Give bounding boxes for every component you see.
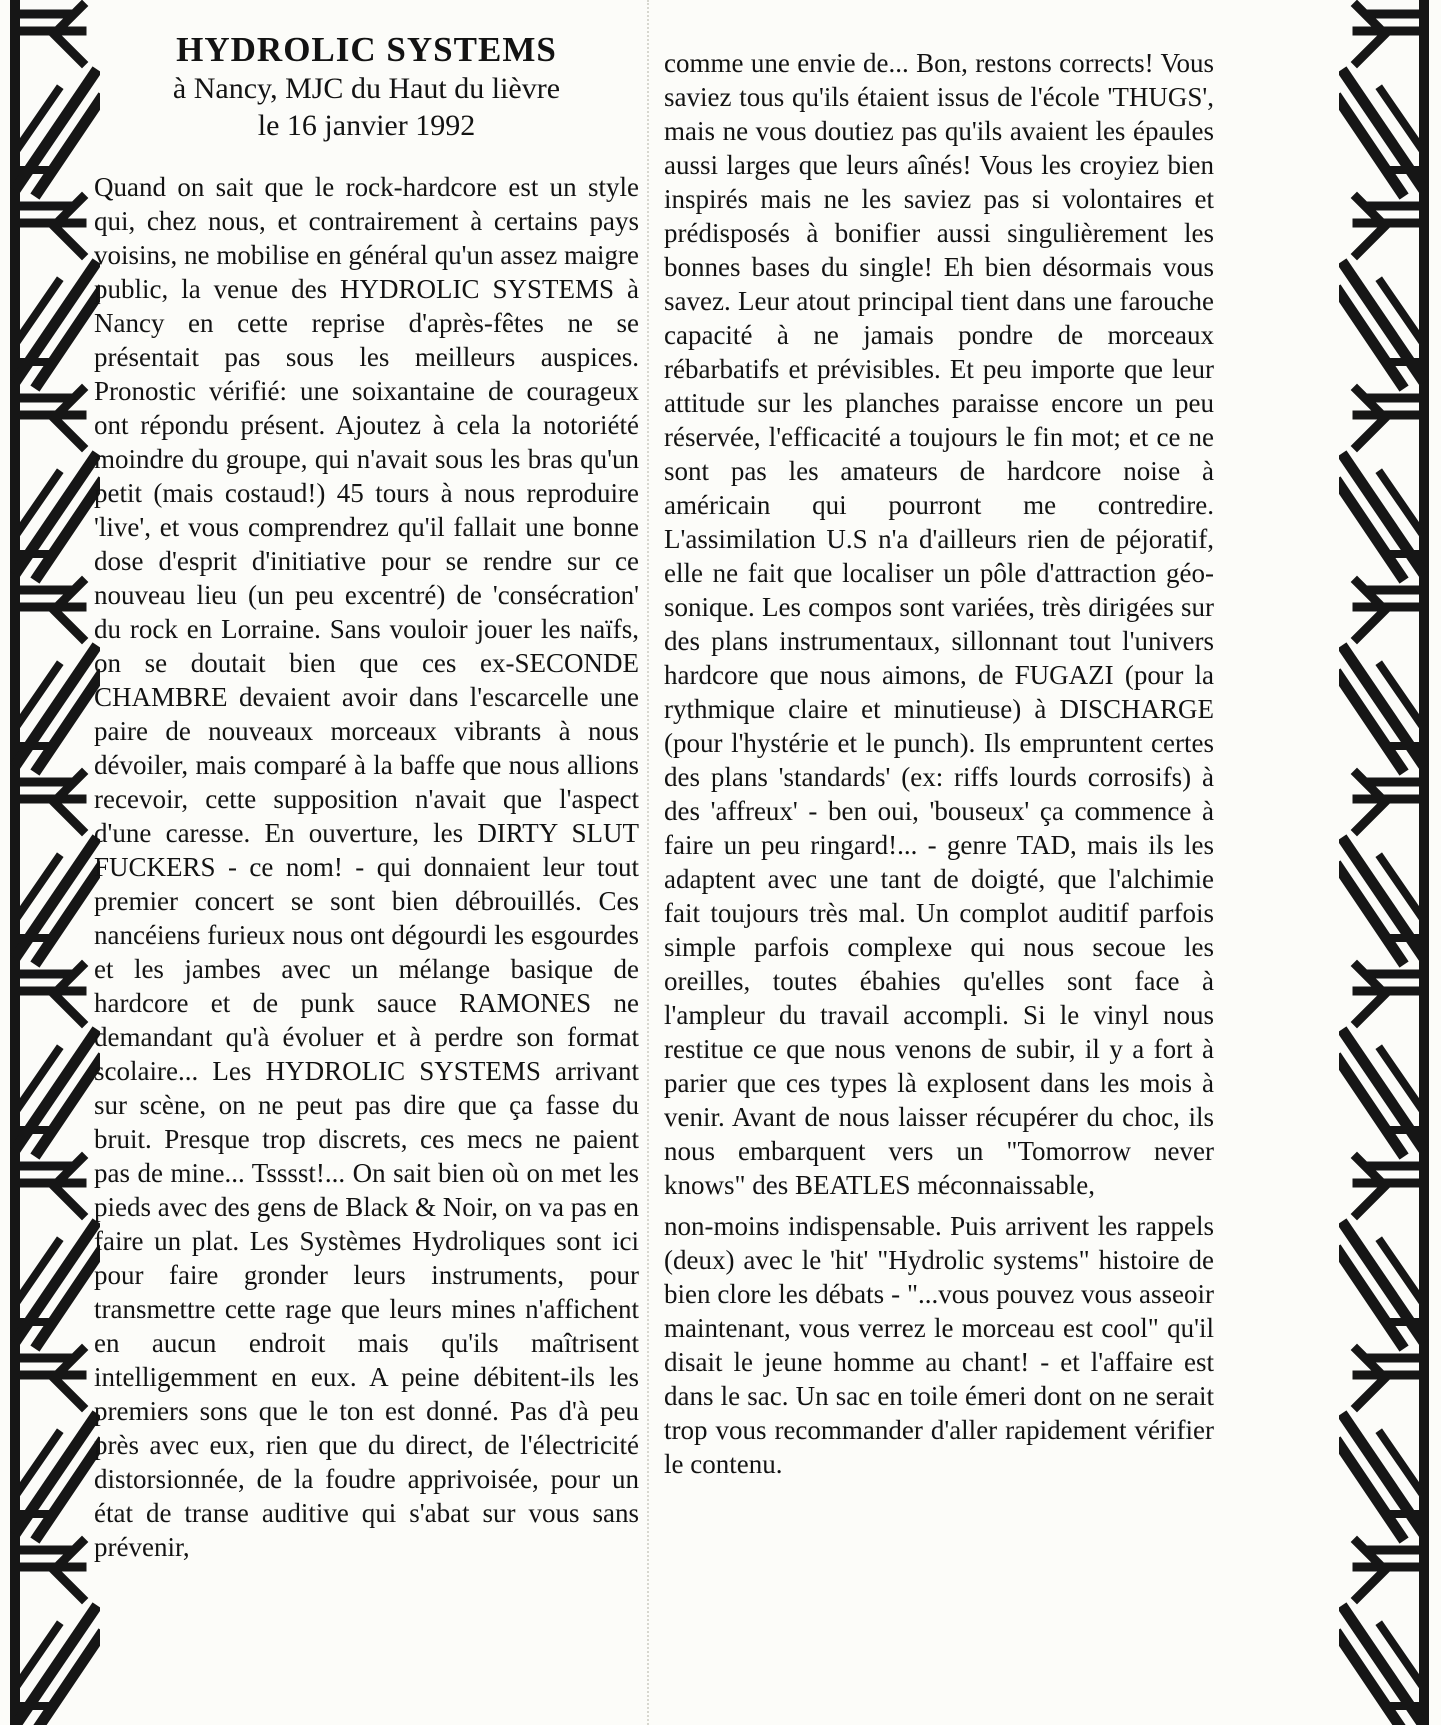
article-subtitle-venue: à Nancy, MJC du Haut du lièvre (172, 72, 561, 105)
article-column-left (94, 0, 639, 1564)
article-headline (94, 30, 639, 144)
column-gutter-divider (647, 0, 649, 1725)
article-paragraph-left: Quand on sait que le rock-hardcore est un style qui, chez nous, et contrairement à certains pays voisins, ne mobilise en général qu'un assez maigre public, la venue des HYDROLIC SYSTEMS à Nancy en cette reprise d'après-fêtes ne se présentait pas sous les meilleurs auspices. Pronostic vérifié: une soixantaine de courageux ont répondu présent. Ajoutez à cela la notoriété moindre du groupe, qui n'avait sous les bras qu'un petit (mais costaud!) 45 tours à nous reproduire 'live', et vous comprendrez qu'il fallait une bonne dose d'esprit d'initiative pour se rendre sur ce nouveau lieu (un peu excentré) de 'consécration' du rock en Lorraine. Sans vouloir jouer les naïfs, on se doutait bien que ces ex-SECONDE CHAMBRE devaient avoir dans l'escarcelle une paire de nouveaux morceaux vibrants à nous dévoiler, mais comparé à la baffe que nous allions recevoir, cette supposition n'avait que l'aspect d'une caresse. En ouverture, les DIRTY SLUT FUCKERS - ce nom! - qui donnaient leur tout premier concert se sont bien débrouillés. Ces nancéiens furieux nous ont dégourdi les esgourdes et les jambes avec un mélange basique de hardcore et de punk sauce RAMONES ne demandant qu'à évoluer et à perdre son format scolaire... Les HYDROLIC SYSTEMS arrivant sur scène, on ne peut pas dire que ça fasse du bruit. Presque trop discrets, ces mecs ne paient pas de mine... Tsssst!... On sait bien où on met les pieds avec des gens de Black & Noir, on va pas en faire un plat. Les Systèmes Hydroliques sont ici pour faire gronder leurs instruments, pour transmettre cette rage que leurs mines n'affichent en aucun endroit mais qu'ils maîtrisent intelligemment en eux. A peine débitent-ils les premiers sons que le ton est donné. Pas d'à peu près avec eux, rien que du direct, de l'électricité distorsionnée, de la foudre apprivoisée, pour un état de transe auditive qui s'abat sur vous sans prévenir, (94, 172, 639, 1562)
woodcut-border-left-icon (10, 0, 100, 1725)
article-paragraph-right-2: non-moins indispensable. Puis arrivent les rappels (deux) avec le 'hit' "Hydrolic systems" histoire de bien clore les débats - "...vous pouvez vous asseoir maintenant, vous verrez le morceau est cool" qu'il disait le jeune homme au chant! - et l'affaire est dans le sac. Un sac en toile émeri dont on ne serait trop vous recommander d'aller rapidement vérifier le contenu. (664, 1211, 1214, 1479)
article-subtitle-date: le 16 janvier 1992 (257, 109, 476, 142)
article-column-right (664, 0, 1214, 1481)
article-title: HYDROLIC SYSTEMS (176, 30, 557, 69)
woodcut-border-right-icon (1339, 0, 1429, 1725)
article-paragraph-right-1: comme une envie de... Bon, restons corrects! Vous saviez tous qu'ils étaient issus de l'école 'THUGS', mais ne vous doutiez pas qu'ils avaient les épaules aussi larges que leurs aînés! Vous les croyiez bien inspirés mais ne les saviez pas si volontaires et prédisposés à bonifier aussi singulièrement les bonnes bases du single! Eh bien désormais vous savez. Leur atout principal tient dans une farouche capacité à ne jamais pondre de morceaux rébarbatifs et prévisibles. Et peu importe que leur attitude sur les planches paraisse encore un peu réservée, l'efficacité a toujours le fin mot; et ce ne sont pas les amateurs de hardcore noise à américain qui pourront me contredire. L'assimilation U.S n'a d'ailleurs rien de péjoratif, elle ne fait que localiser un pôle d'attraction géo-sonique. Les compos sont variées, très dirigées sur des plans instrumentaux, sillonnant tout l'univers hardcore que nous aimons, de FUGAZI (pour la rythmique claire et minutieuse) à DISCHARGE (pour l'hystérie et le punch). Ils empruntent certes des plans 'standards' (ex: riffs lourds corrosifs) à des 'affreux' - ben oui, 'bouseux' ça commence à faire un peu ringard!... - genre TAD, mais ils les adaptent avec une tant de doigté, que l'alchimie fait toujours très mal. Un complot auditif parfois simple parfois complexe qui nous secoue les oreilles, toutes ébahies qu'elles sont face à l'ampleur du travail accompli. Si le vinyl nous restitue ce que nous venons de subir, il y a fort à parier que ces types là explosent dans les mois à venir. Avant de nous laisser récupérer du choc, ils nous embarquent vers un "Tomorrow never knows" des BEATLES méconnaissable, (664, 48, 1214, 1200)
